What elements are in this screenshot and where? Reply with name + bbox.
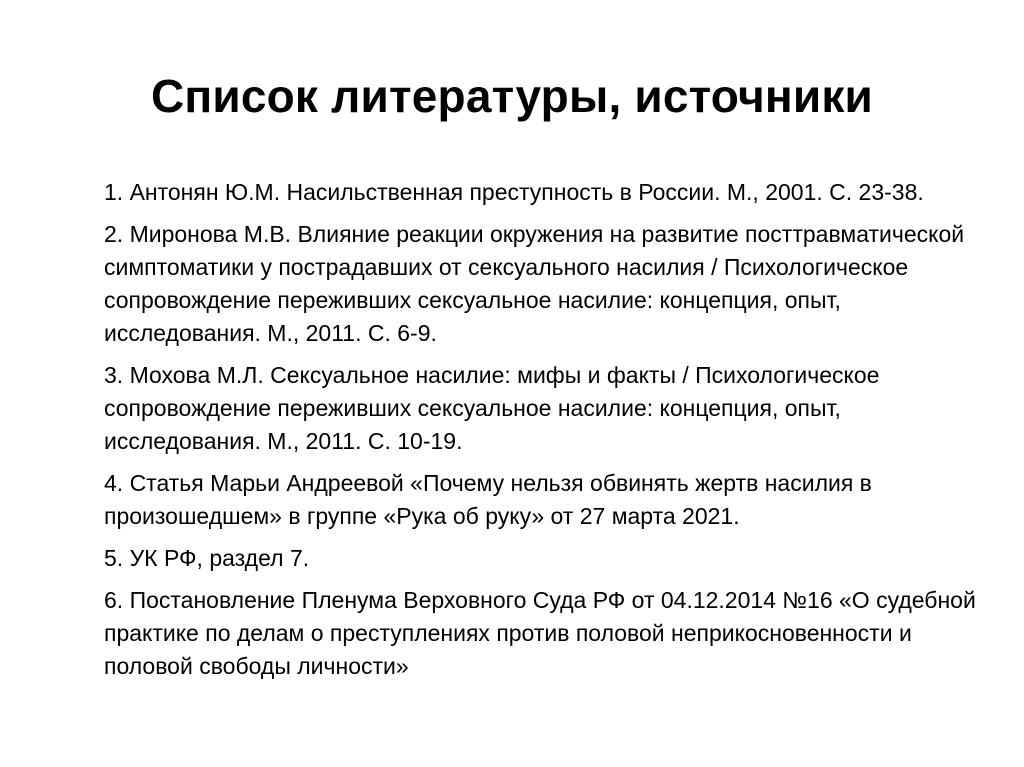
slide-title: Список литературы, источники — [150, 70, 874, 122]
reference-item: 1. Антонян Ю.М. Насильственная преступность в России. М., 2001. С. 23-38. — [104, 179, 924, 205]
reference-list — [104, 176, 984, 692]
reference-item: 5. УК РФ, раздел 7. — [104, 545, 310, 571]
reference-item: 3. Мохова М.Л. Сексуальное насилие: мифы и факты / Психологическое сопровождение переживших сексуальное насилие: концепция, опыт, исследования. М., 2011. С. 10-19. — [104, 362, 880, 454]
reference-item: 4. Статья Марьи Андреевой «Почему нельзя обвинять жертв насилия в произошедшем» в группе «Рука об руку» от 27 марта 2021. — [104, 470, 872, 529]
reference-item: 6. Постановление Пленума Верховного Суда РФ от 04.12.2014 №16 «О судебной практике по делам о преступлениях против половой неприкосновенности и половой свободы личности» — [104, 587, 976, 679]
reference-item: 2. Миронова М.В. Влияние реакции окружения на развитие посттравматической симптоматики у пострадавших от сексуального насилия / Психологическое сопровождение переживших сексуальное насилие: концепция, опыт, исследования. М., 2011. С. 6-9. — [104, 221, 965, 346]
